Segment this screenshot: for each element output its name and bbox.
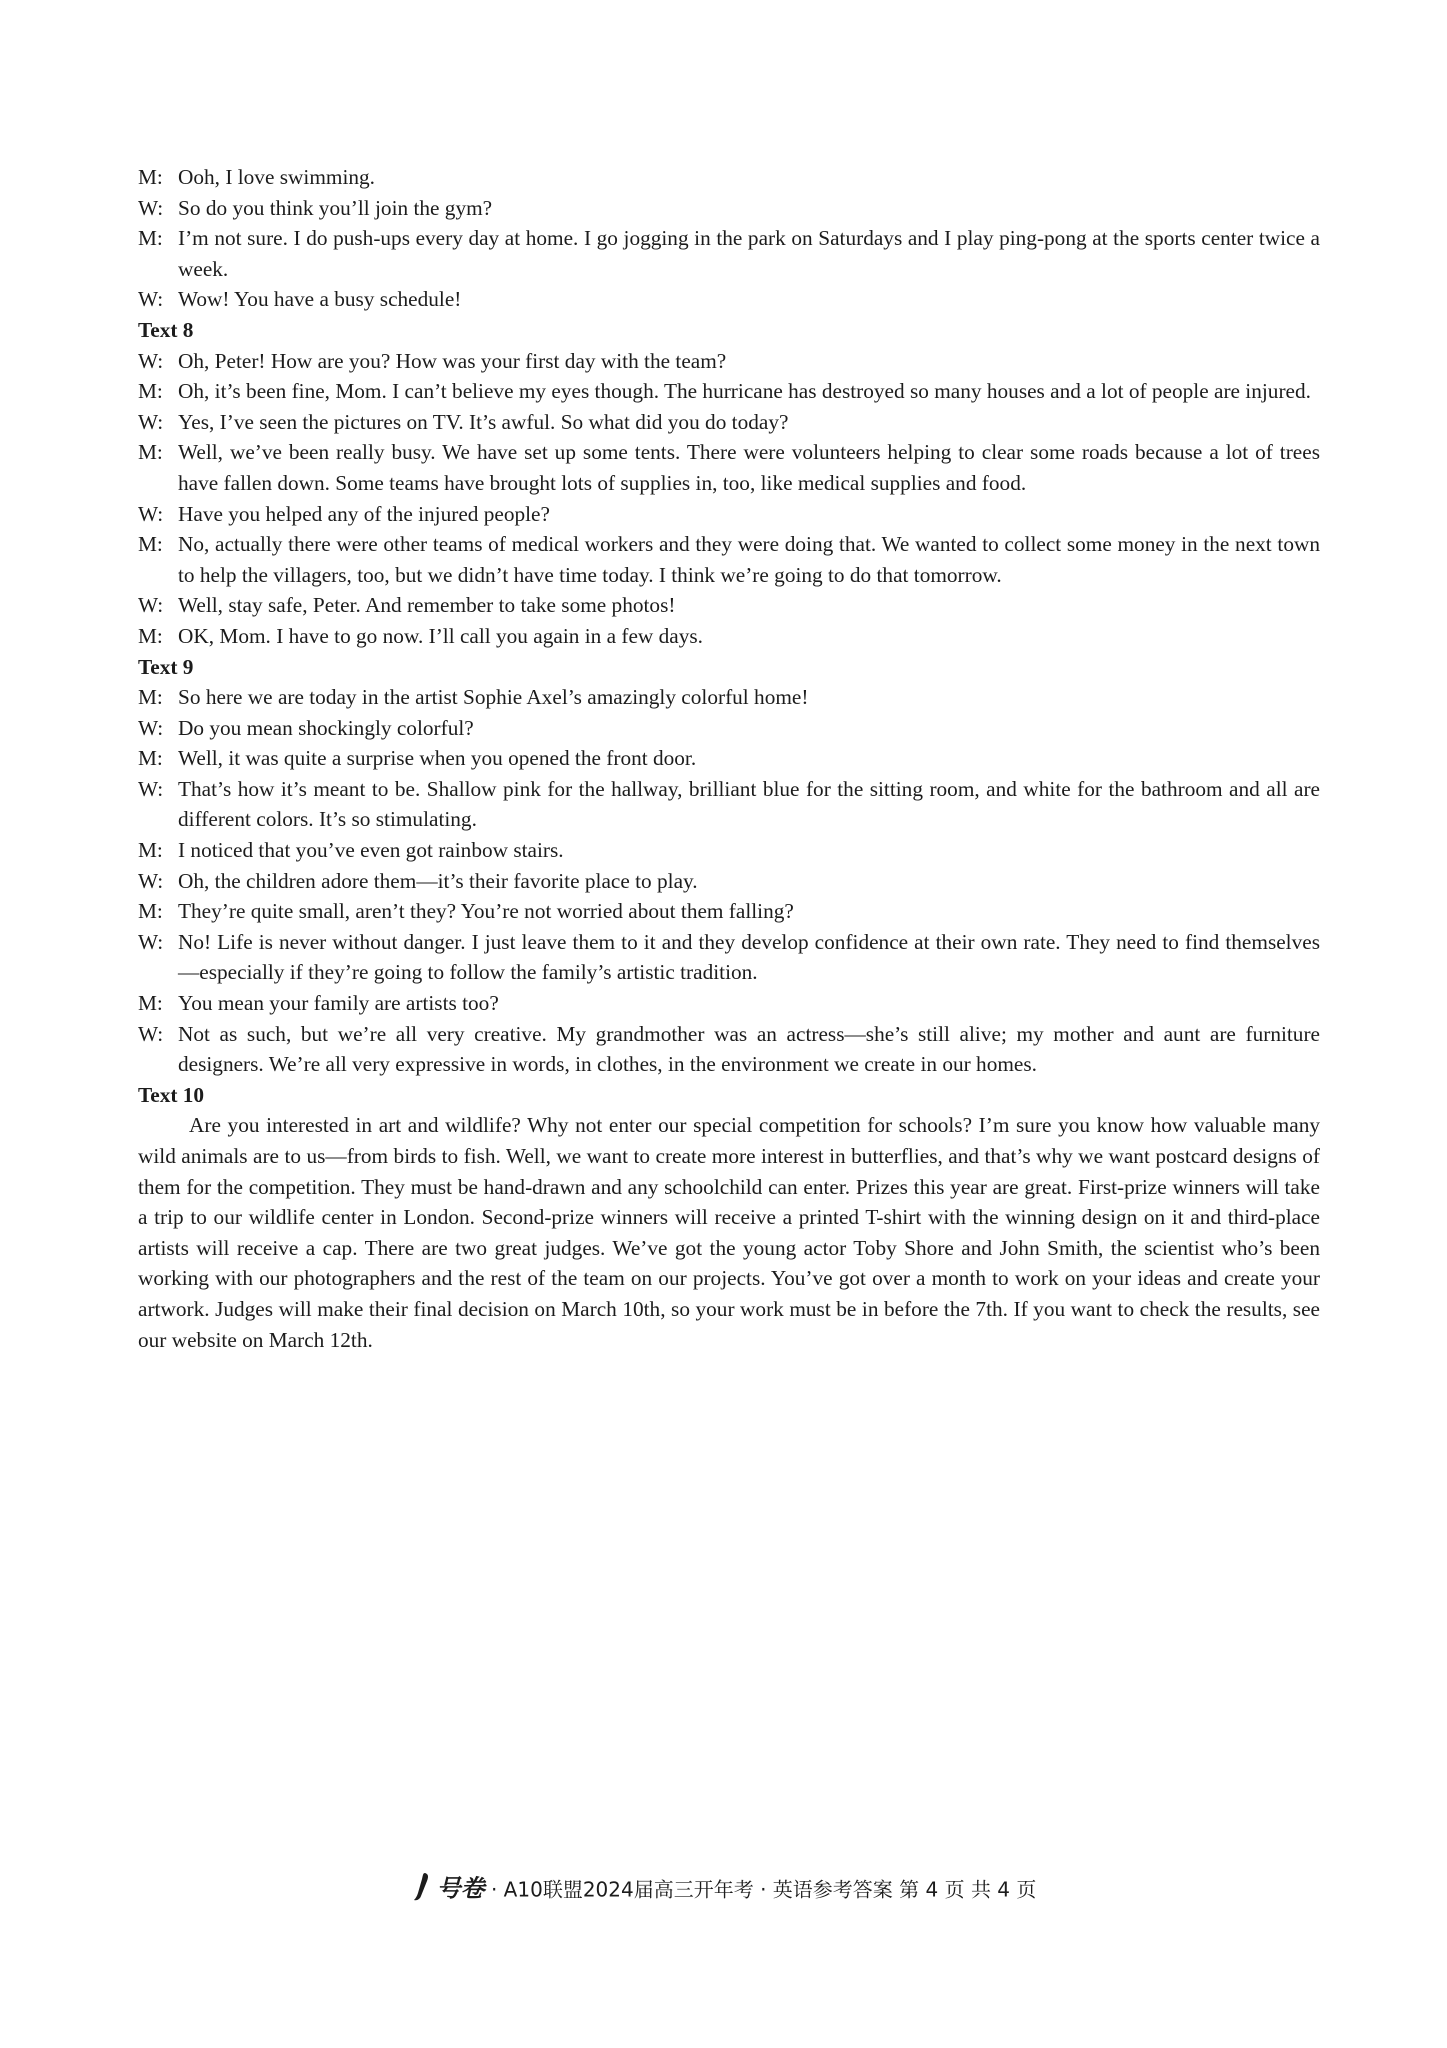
dialogue-text: Wow! You have a busy schedule!	[178, 287, 462, 312]
dialogue-line	[138, 376, 1320, 407]
dialogue-line	[138, 223, 1320, 284]
speaker-label: M:	[138, 685, 163, 710]
dialogue-line	[138, 621, 1320, 652]
dialogue-line	[138, 346, 1320, 377]
speaker-label: M:	[138, 165, 163, 189]
dialogue-text: No, actually there were other teams of medical workers and they were doing that. We wanted to collect some money in the next town to help the villagers, too, but we didn’t have time today. I think we’re going to do that tomorrow.	[178, 532, 1320, 587]
speaker-label: W:	[138, 287, 164, 312]
speaker-label: W:	[138, 715, 164, 740]
speaker-label: M:	[138, 440, 163, 465]
dialogue-line	[138, 1019, 1320, 1080]
document-body	[138, 162, 1320, 1355]
dialogue-line	[138, 437, 1320, 498]
dialogue-text: So do you think you’ll join the gym?	[178, 195, 493, 220]
dialogue-line	[138, 927, 1320, 988]
footer-text: · A10联盟2024届高三开年考 · 英语参考答案 第 4 页 共 4 页	[490, 1877, 1037, 1902]
dialogue-text: Yes, I’ve seen the pictures on TV. It’s awful. So what did you do today?	[178, 409, 789, 434]
dialogue-line	[138, 896, 1320, 927]
dialogue-line	[138, 284, 1320, 315]
speaker-label: W:	[138, 348, 164, 373]
speaker-label: W:	[138, 409, 164, 434]
dialogue-line	[138, 713, 1320, 744]
dialogue-text: I noticed that you’ve even got rainbow stairs.	[178, 838, 564, 863]
speaker-label: W:	[138, 195, 164, 220]
text-10-section	[138, 1080, 1320, 1355]
dialogue-text: No! Life is never without danger. I just leave them to it and they develop confidence at their own rate. They need to find themselves—especially if they’re going to follow the family’s artistic tradition.	[178, 929, 1320, 985]
dialogue-text: Well, stay safe, Peter. And remember to take some photos!	[178, 593, 676, 618]
text-10-heading: Text 10	[138, 1082, 205, 1107]
dialogue-text: So here we are today in the artist Sophie Axel’s amazingly colorful home!	[178, 685, 809, 710]
text-9-section	[138, 652, 1320, 1080]
dialogue-text: Have you helped any of the injured people?	[178, 501, 550, 526]
speaker-label: M:	[138, 899, 163, 924]
dialogue-line	[138, 529, 1320, 590]
dialogue-text: Oh, it’s been fine, Mom. I can’t believe my eyes though. The hurricane has destroyed so many houses and a lot of people are injured.	[178, 379, 1311, 404]
dialogue-text: I’m not sure. I do push-ups every day at home. I go jogging in the park on Saturdays and I play ping-pong at the sports center twice a week.	[178, 226, 1320, 281]
dialogue-text: Not as such, but we’re all very creative. My grandmother was an actress—she’s still alive; my mother and aunt are furniture designers. We’re all very expressive in words, in clothes, in the environment we create in our homes.	[178, 1021, 1320, 1077]
brush-logo-icon	[411, 1872, 433, 1910]
dialogue-text: OK, Mom. I have to go now. I’ll call you again in a few days.	[178, 623, 703, 648]
dialogue-text: Ooh, I love swimming.	[178, 165, 375, 189]
dialogue-line	[138, 590, 1320, 621]
speaker-label: M:	[138, 838, 163, 863]
text-8-section	[138, 315, 1320, 652]
dialogue-line	[138, 988, 1320, 1019]
speaker-label: M:	[138, 226, 163, 251]
footer-logo-text: 号卷	[436, 1873, 485, 1903]
speaker-label: M:	[138, 746, 163, 771]
speaker-label: M:	[138, 379, 163, 404]
dialogue-text: Well, it was quite a surprise when you opened the front door.	[178, 746, 697, 771]
speaker-label: W:	[138, 868, 164, 893]
dialogue-line	[138, 162, 1320, 193]
speaker-label: M:	[138, 991, 163, 1016]
speaker-label: W:	[138, 1021, 164, 1046]
dialogue-text: That’s how it’s meant to be. Shallow pink for the hallway, brilliant blue for the sitting room, and white for the bathroom and all are different colors. It’s so stimulating.	[178, 776, 1320, 832]
dialogue-line	[138, 835, 1320, 866]
speaker-label: W:	[138, 776, 164, 801]
section-1-dialogue	[138, 162, 1320, 315]
dialogue-text: You mean your family are artists too?	[178, 991, 499, 1016]
speaker-label: W:	[138, 501, 164, 526]
text-8-heading: Text 8	[138, 317, 194, 342]
dialogue-line	[138, 743, 1320, 774]
dialogue-text: Well, we’ve been really busy. We have set up some tents. There were volunteers helping to clear some roads because a lot of trees have fallen down. Some teams have brought lots of supplies in, too, like medical supplies and food.	[178, 440, 1320, 495]
speaker-label: M:	[138, 532, 163, 557]
dialogue-line	[138, 682, 1320, 713]
speaker-label: W:	[138, 929, 164, 954]
speaker-label: M:	[138, 623, 163, 648]
text-10-paragraph: Are you interested in art and wildlife? Why not enter our special competition for schools? I’m sure you know how valuable many wild animals are to us—from birds to fish. Well, we want to create more interest in butterflies, and that’s why we want postcard designs of them for the competition. They must be hand-drawn and any schoolchild can enter. Prizes this year are great. First-prize winners will take a trip to our wildlife center in London. Second-prize winners will receive a printed T-shirt with the winning design on it and third-place artists will receive a cap. There are two great judges. We’ve got the young actor Toby Shore and John Smith, the scientist who’s been working with our photographers and the rest of the team on our projects. You’ve got over a month to work on your ideas and create your artwork. Judges will make their final decision on March 10th, so your work must be in before the 7th. If you want to check the results, see our website on March 12th.	[138, 1113, 1320, 1352]
dialogue-text: Do you mean shockingly colorful?	[178, 715, 474, 740]
dialogue-line	[138, 866, 1320, 897]
dialogue-line	[138, 193, 1320, 224]
speaker-label: W:	[138, 593, 164, 618]
dialogue-text: Oh, Peter! How are you? How was your first day with the team?	[178, 348, 727, 373]
brush-stroke-icon	[411, 1872, 433, 1902]
dialogue-line	[138, 774, 1320, 835]
dialogue-text: They’re quite small, aren’t they? You’re not worried about them falling?	[178, 899, 794, 924]
text-9-heading: Text 9	[138, 654, 194, 679]
dialogue-line	[138, 499, 1320, 530]
dialogue-text: Oh, the children adore them—it’s their favorite place to play.	[178, 868, 698, 893]
dialogue-line	[138, 407, 1320, 438]
page-footer	[0, 1872, 1447, 1910]
